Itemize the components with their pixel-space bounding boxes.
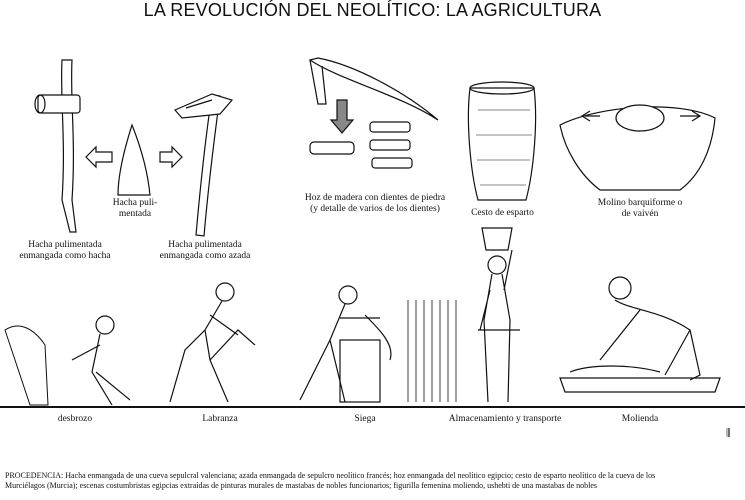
label-molino: Molino barquiforme o de vaivén [597,198,683,219]
scene-siega [300,286,456,402]
hoe-handle-icon [175,94,232,236]
scene-molienda [560,277,720,392]
label-molienda: Molienda [621,414,659,424]
arrow-left-icon [86,147,112,167]
label-hoz: Hoz de madera con dientes de piedra (y detalle de varios de los dientes) [304,193,446,214]
sickle-icon [310,58,438,168]
label-hacha-enmangada-azada: Hacha pulimentada enmangada como azada [159,240,251,261]
label-labranza: Labranza [202,414,238,424]
axe-handle-icon [35,60,80,232]
scene-labranza [170,283,255,402]
ground-line [0,406,745,408]
basket-icon [468,82,535,200]
label-desbrozo: desbrozo [57,414,93,424]
stone-axe-head-icon [118,125,150,195]
source-note: PROCEDENCIA: Hacha enmangada de una cueva sepulcral valenciana; azada enmangada de sepulcro neolítico francés; hoz enmangada del neolítico egipcio; cesto de esparto neolítico de la cueva de los Murciélagos (Murcia); escenas costumbristas egipcias extraídas de pinturas murales de mastabas de nobles funcionarios; figurilla femenina moliendo, ushebti de una mastabas de nobles [5,471,656,490]
label-cesto: Cesto de esparto [471,208,534,218]
scene-desbrozo [5,316,130,405]
label-almacenamiento: Almacenamiento y transporte [448,414,562,424]
label-hacha-enmangada-hacha: Hacha pulimentada enmangada como hacha [19,240,111,261]
scene-almacenamiento [478,228,520,402]
label-hacha-pulimentada: Hacha puli- mentada [112,198,158,219]
label-siega: Siega [354,414,376,424]
arrow-right-icon [160,147,182,167]
page-title: LA REVOLUCIÓN DEL NEOLÍTICO: LA AGRICULTURA [143,0,602,20]
quern-icon [560,105,715,190]
signature-mark-icon: ⫼ [726,428,731,439]
